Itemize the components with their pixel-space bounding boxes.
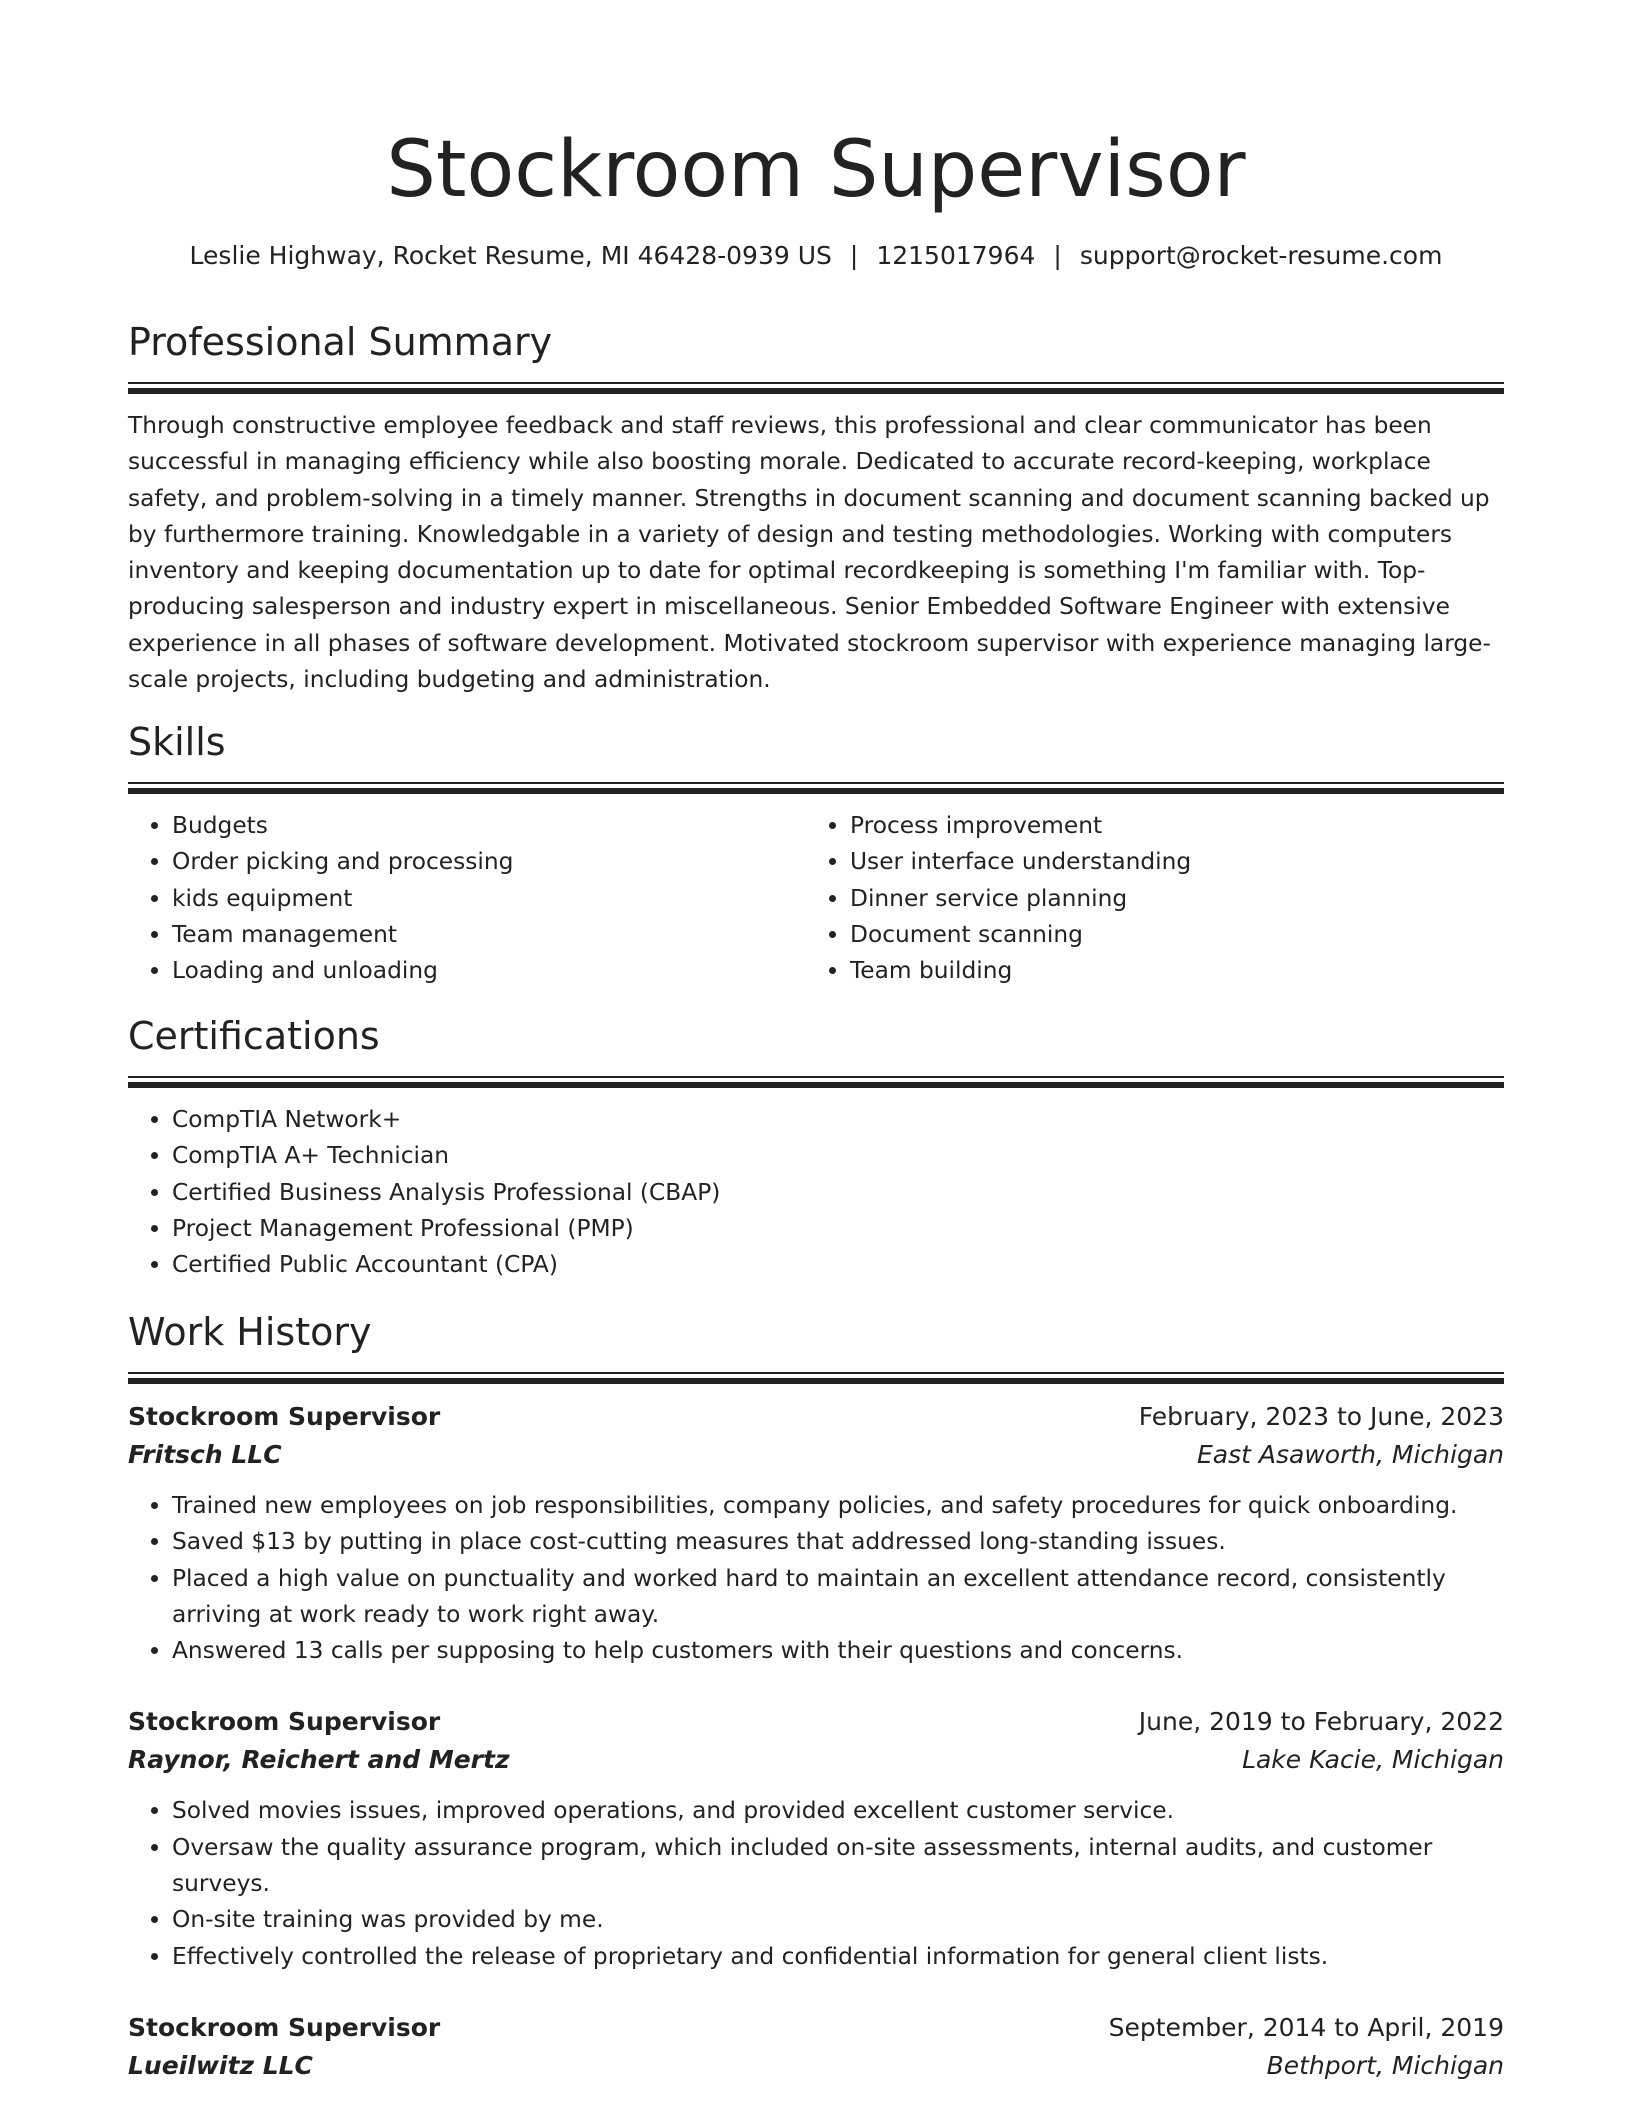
job-title: Stockroom Supervisor <box>128 1707 441 1737</box>
section-heading: Skills <box>128 720 226 764</box>
job-dates: June, 2019 to February, 2022 <box>1138 1707 1504 1737</box>
section-rule-thin <box>128 382 1504 384</box>
skill-item: • Team management <box>172 917 806 953</box>
certifications-list <box>128 1102 1504 1283</box>
job-header-row <box>128 1703 1504 1741</box>
skill-item: • Dinner service planning <box>850 881 1484 917</box>
certification-item: • CompTIA Network+ <box>172 1102 1504 1138</box>
job-company: Raynor, Reichert and Mertz <box>128 1745 510 1775</box>
job-title: Stockroom Supervisor <box>128 2012 441 2042</box>
section-heading: Certifications <box>128 1014 380 1058</box>
job-company: Lueilwitz LLC <box>128 2050 313 2080</box>
section-certifications <box>128 1010 1504 1283</box>
job-location: Lake Kacie, Michigan <box>1242 1745 1504 1775</box>
contact-separator: | <box>1053 241 1062 270</box>
job-company-row <box>128 1436 1504 1474</box>
job-entry <box>128 1398 1504 1669</box>
job-bullets <box>128 1488 1504 1669</box>
section-skills <box>128 716 1504 989</box>
skill-item: • kids equipment <box>172 881 806 917</box>
section-summary <box>128 316 1504 698</box>
job-bullet: • Placed a high value on punctuality and worked hard to maintain an excellent attendance record, consistently arriving at work ready to work right away. <box>172 1561 1504 1634</box>
certification-item: • CompTIA A+ Technician <box>172 1138 1504 1174</box>
section-rule-thick <box>128 788 1504 794</box>
job-location: Bethport, Michigan <box>1266 2050 1504 2080</box>
section-rule-thin <box>128 1372 1504 1374</box>
skill-item: • Loading and unloading <box>172 953 806 989</box>
job-header-row <box>128 2009 1504 2047</box>
job-bullet: • Saved $13 by putting in place cost-cutting measures that addressed long-standing issues. <box>172 1524 1504 1560</box>
contact-address: Leslie Highway, Rocket Resume, MI 46428-0939 US <box>189 241 832 270</box>
section-rule-thick <box>128 388 1504 394</box>
job-bullet: • Effectively controlled the release of proprietary and confidential information for general client lists. <box>172 1939 1504 1975</box>
certification-item: • Certified Business Analysis Professional (CBAP) <box>172 1175 1504 1211</box>
skill-item: • Order picking and processing <box>172 844 806 880</box>
skill-item: • Document scanning <box>850 917 1484 953</box>
job-bullet: • Solved movies issues, improved operations, and provided excellent customer service. <box>172 1793 1504 1829</box>
job-entry <box>128 1703 1504 1974</box>
section-rule-thin <box>128 782 1504 784</box>
section-heading: Professional Summary <box>128 320 553 364</box>
job-company-row <box>128 1741 1504 1779</box>
summary-text: Through constructive employee feedback and staff reviews, this professional and clear communicator has been successful in managing efficiency while also boosting morale. Dedicated to accurate record-keeping, workplace safety, and problem-solving in a timely manner. Strengths in document scanning and document scanning backed up by furthermore training. Knowledgable in a variety of design and testing methodologies. Working with computers inventory and keeping documentation up to date for optimal recordkeeping is something I'm familiar with. Top-producing salesperson and industry expert in miscellaneous. Senior Embedded Software Engineer with extensive experience in all phases of software development. Motivated stockroom supervisor with experience managing large-scale projects, including budgeting and administration. <box>128 412 1491 694</box>
section-rule-thick <box>128 1378 1504 1384</box>
skills-columns <box>128 808 1504 989</box>
job-company: Fritsch LLC <box>128 1440 282 1469</box>
section-work-history <box>128 1306 1504 2085</box>
job-bullets <box>128 1793 1504 1974</box>
job-header-row <box>128 1398 1504 1436</box>
skill-item: • Process improvement <box>850 808 1484 844</box>
skills-list-left <box>128 808 806 989</box>
contact-line <box>128 238 1504 274</box>
certification-item: • Project Management Professional (PMP) <box>172 1211 1504 1247</box>
section-rule-thin <box>128 1076 1504 1078</box>
certification-item: • Certified Public Accountant (CPA) <box>172 1247 1504 1283</box>
job-entry <box>128 2009 1504 2085</box>
job-dates: September, 2014 to April, 2019 <box>1108 2012 1504 2042</box>
job-dates: February, 2023 to June, 2023 <box>1138 1402 1504 1431</box>
job-bullet: • Oversaw the quality assurance program, which included on-site assessments, internal audits, and customer surveys. <box>172 1830 1504 1903</box>
resume-title: Stockroom Supervisor <box>386 125 1246 215</box>
contact-separator: | <box>849 241 859 270</box>
job-bullet: • Trained new employees on job responsibilities, company policies, and safety procedures for quick onboarding. <box>172 1488 1504 1524</box>
job-location: East Asaworth, Michigan <box>1197 1440 1504 1469</box>
contact-phone: 1215017964 <box>876 241 1036 270</box>
skill-item: • User interface understanding <box>850 844 1484 880</box>
job-bullet: • Answered 13 calls per supposing to help customers with their questions and concerns. <box>172 1633 1504 1669</box>
section-heading: Work History <box>128 1310 372 1354</box>
section-rule-thick <box>128 1082 1504 1088</box>
job-bullet: • On-site training was provided by me. <box>172 1902 1504 1938</box>
skill-item: • Team building <box>850 953 1484 989</box>
contact-email[interactable]: support@rocket-resume.com <box>1079 241 1443 270</box>
job-title: Stockroom Supervisor <box>128 1402 441 1431</box>
skills-list-right <box>806 808 1484 989</box>
skill-item: • Budgets <box>172 808 806 844</box>
job-company-row <box>128 2047 1504 2085</box>
